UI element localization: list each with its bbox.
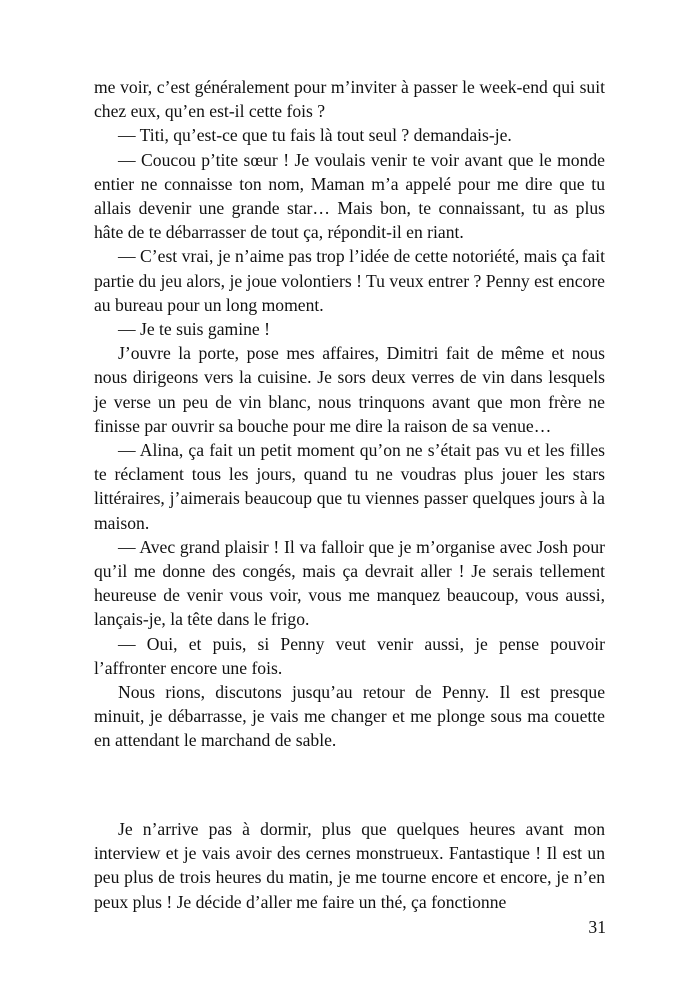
paragraph: me voir, c’est généralement pour m’inviter à passer le week-end qui suit chez eux, qu’en est-il cette fois ? xyxy=(94,77,605,122)
paragraph: — Coucou p’tite sœur ! Je voulais venir te voir avant que le monde entier ne connaisse ton nom, Maman m’a appelé pour me dire que tu allais devenir une grande star… Mais bon, te connaissant, tu as plus hâte de te débarrasser de tout ça, répondit-il en riant. xyxy=(94,149,605,243)
paragraph: — C’est vrai, je n’aime pas trop l’idée de cette notoriété, mais ça fait partie du jeu alors, je joue volontiers ! Tu veux entrer ? Penny est encore au bureau pour un long moment. xyxy=(94,246,605,315)
paragraph: Je n’arrive pas à dormir, plus que quelques heures avant mon interview et je vais avoir des cernes monstrueux. Fantastique ! Il est un peu plus de trois heures du matin, je me tourne encore et encore, je n’en peux plus ! Je décide d’aller me faire un thé, ça fonctionne xyxy=(94,819,605,912)
paragraph: J’ouvre la porte, pose mes affaires, Dimitri fait de même et nous nous dirigeons vers la cuisine. Je sors deux verres de vin dans lesquels je verse un peu de vin blanc, nous trinquons avant que mon frère ne finisse par ouvrir sa bouche pour me dire la raison de sa venue… xyxy=(94,343,605,436)
text-section-2 xyxy=(94,817,605,914)
paragraph: — Avec grand plaisir ! Il va falloir que je m’organise avec Josh pour qu’il me donne des congés, mais ça devrait aller ! Je serais tellement heureuse de venir vous voir, vous me manquez beaucoup, vous aussi, lançais-je, la tête dans le frigo. xyxy=(94,536,605,630)
text-section-1 xyxy=(94,75,605,753)
paragraph: — Je te suis gamine ! xyxy=(118,319,270,340)
paragraph: — Oui, et puis, si Penny veut venir aussi, je pense pouvoir l’affronter encore une fois. xyxy=(94,633,605,678)
paragraph: — Titi, qu’est-ce que tu fais là tout seul ? demandais-je. xyxy=(118,125,512,146)
paragraph: Nous rions, discutons jusqu’au retour de Penny. Il est presque minuit, je débarrasse, je vais me changer et me plonge sous ma couette en attendant le marchand de sable. xyxy=(94,682,605,751)
page-number: 31 xyxy=(588,917,606,937)
paragraph: — Alina, ça fait un petit moment qu’on ne s’était pas vu et les filles te réclament tous les jours, quand tu ne voudras plus jouer les stars littéraires, j’aimerais beaucoup que tu viennes passer quelques jours à la maison. xyxy=(94,440,605,533)
